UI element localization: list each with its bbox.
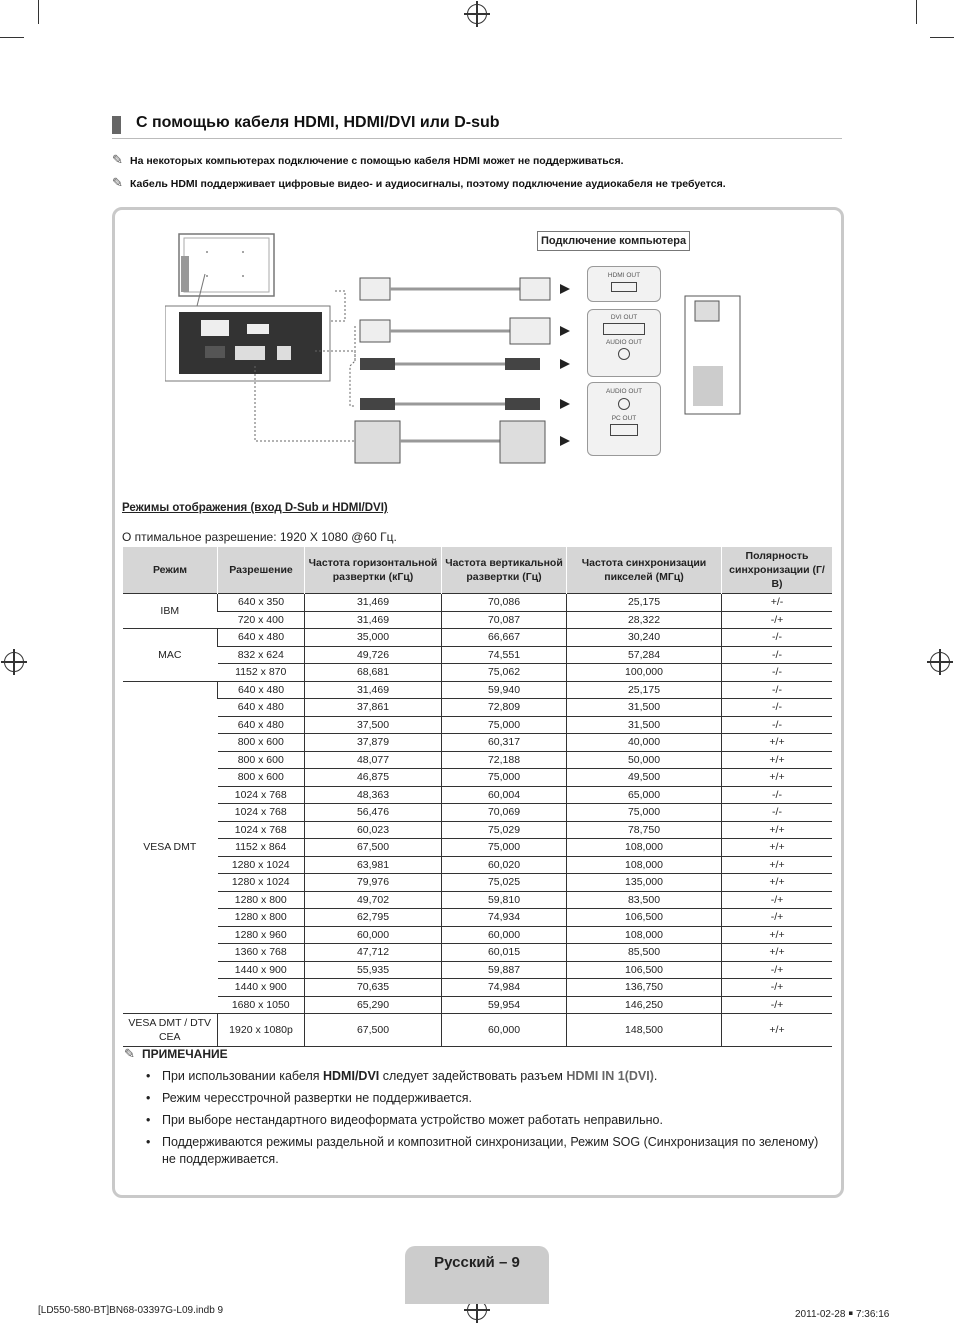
table-cell: 60,000	[305, 926, 442, 944]
table-cell: 31,469	[305, 611, 442, 629]
table-cell: 28,322	[567, 611, 722, 629]
table-cell: 56,476	[305, 804, 442, 822]
table-cell: 48,077	[305, 751, 442, 769]
table-cell: 55,935	[305, 961, 442, 979]
table-cell: 78,750	[567, 821, 722, 839]
table-cell: +/+	[722, 734, 833, 752]
table-cell: +/+	[722, 821, 833, 839]
table-cell: 31,469	[305, 594, 442, 612]
table-cell: 135,000	[567, 874, 722, 892]
table-cell: 1024 x 768	[218, 786, 305, 804]
table-cell: -/+	[722, 961, 833, 979]
connection-diagram	[165, 226, 765, 476]
table-row	[123, 979, 833, 997]
table-cell: 75,025	[442, 874, 567, 892]
page-label: Русский – 9	[434, 1254, 520, 1271]
table-cell: -/+	[722, 979, 833, 997]
registration-mark-icon	[4, 652, 24, 672]
table-cell: +/-	[722, 594, 833, 612]
table-cell: 37,500	[305, 716, 442, 734]
table-cell: 31,469	[305, 681, 442, 699]
table-cell: +/+	[722, 856, 833, 874]
table-cell: 25,175	[567, 594, 722, 612]
table-cell: 1152 x 864	[218, 839, 305, 857]
dsub-cable-icon	[355, 421, 545, 463]
list-item: • При выборе нестандартного видеоформата устройство может работать неправильно.	[146, 1112, 832, 1129]
table-cell: -/+	[722, 909, 833, 927]
table-cell: 83,500	[567, 891, 722, 909]
table-row	[123, 699, 833, 717]
table-cell: 60,000	[442, 926, 567, 944]
section-title: С помощью кабеля HDMI, HDMI/DVI или D-sub	[136, 114, 500, 131]
header-pixel-clock: Частота синхронизации пикселей (МГц)	[567, 547, 722, 594]
table-cell: -/-	[722, 664, 833, 682]
table-cell: 75,000	[442, 716, 567, 734]
remark-highlight: HDMI IN 1(DVI)	[566, 1069, 654, 1083]
remark-text: .	[653, 1069, 658, 1083]
table-row	[123, 856, 833, 874]
table-cell: 1024 x 768	[218, 804, 305, 822]
remark-text: При использовании кабеля	[162, 1069, 323, 1083]
table-cell: 640 x 480	[218, 716, 305, 734]
table-row	[123, 926, 833, 944]
crop-mark	[38, 0, 39, 24]
table-cell: 640 x 480	[218, 699, 305, 717]
mode-cell: VESA DMT / DTV CEA	[123, 1014, 218, 1047]
header-mode: Режим	[123, 547, 218, 594]
dvi-out-label: DVI OUT	[610, 314, 638, 321]
table-cell: 75,062	[442, 664, 567, 682]
table-cell: 65,290	[305, 996, 442, 1014]
list-item	[146, 1068, 832, 1085]
section-title-bar	[112, 114, 842, 139]
tv-port-panel-icon	[165, 306, 330, 381]
table-row	[123, 786, 833, 804]
table-cell: 146,250	[567, 996, 722, 1014]
note-text: Кабель HDMI поддерживает цифровые видео- и аудиосигналы, поэтому подключение аудиокабеля не требуется.	[130, 178, 726, 190]
table-cell: 1280 x 800	[218, 909, 305, 927]
display-modes-table	[122, 547, 832, 1047]
table-row	[123, 646, 833, 664]
table-cell: +/+	[722, 944, 833, 962]
table-cell: +/+	[722, 1014, 833, 1047]
registration-mark-icon	[930, 652, 950, 672]
table-cell: 59,940	[442, 681, 567, 699]
table-cell: 136,750	[567, 979, 722, 997]
pc-out-label: PC OUT	[611, 415, 637, 422]
table-cell: -/-	[722, 804, 833, 822]
table-cell: 75,000	[567, 804, 722, 822]
vga-port-icon	[610, 424, 638, 436]
arrow-icons	[560, 284, 570, 446]
hdmi-cable-icon	[360, 278, 550, 300]
table-cell: 63,981	[305, 856, 442, 874]
table-row	[123, 891, 833, 909]
table-cell: 720 x 400	[218, 611, 305, 629]
table-cell: 60,015	[442, 944, 567, 962]
table-cell: 640 x 480	[218, 681, 305, 699]
note-line	[112, 175, 726, 191]
table-cell: 46,875	[305, 769, 442, 787]
table-cell: 75,029	[442, 821, 567, 839]
remark-text: следует задействовать разъем	[379, 1069, 567, 1083]
table-cell: 70,635	[305, 979, 442, 997]
dvi-out-port	[587, 309, 661, 377]
crop-mark	[916, 0, 917, 24]
table-row	[123, 611, 833, 629]
table-row	[123, 1014, 833, 1047]
table-cell: 59,954	[442, 996, 567, 1014]
table-cell: 66,667	[442, 629, 567, 647]
table-row	[123, 751, 833, 769]
table-cell: 106,500	[567, 909, 722, 927]
table-row	[123, 996, 833, 1014]
hdmi-dvi-cable-icon	[360, 318, 550, 344]
table-cell: 70,086	[442, 594, 567, 612]
table-row	[123, 909, 833, 927]
table-cell: 68,681	[305, 664, 442, 682]
table-cell: -/-	[722, 629, 833, 647]
table-cell: -/-	[722, 646, 833, 664]
remark-title	[124, 1046, 228, 1062]
table-cell: 74,984	[442, 979, 567, 997]
table-cell: +/+	[722, 926, 833, 944]
header-resolution: Разрешение	[218, 547, 305, 594]
table-cell: 75,000	[442, 839, 567, 857]
remark-list	[146, 1068, 832, 1173]
pc-out-port	[587, 382, 661, 456]
table-row	[123, 804, 833, 822]
table-row	[123, 961, 833, 979]
table-cell: 49,726	[305, 646, 442, 664]
table-cell: -/+	[722, 996, 833, 1014]
title-marker	[112, 116, 121, 134]
remark-title-text: ПРИМЕЧАНИЕ	[142, 1047, 228, 1061]
hdmi-port-icon	[611, 282, 637, 292]
table-cell: -/+	[722, 611, 833, 629]
table-cell: 1280 x 1024	[218, 874, 305, 892]
table-cell: 59,887	[442, 961, 567, 979]
table-cell: 74,551	[442, 646, 567, 664]
table-header-row	[123, 547, 833, 594]
table-cell: 640 x 480	[218, 629, 305, 647]
table-cell: 31,500	[567, 716, 722, 734]
table-cell: 1680 x 1050	[218, 996, 305, 1014]
mode-cell: MAC	[123, 629, 218, 682]
table-cell: -/+	[722, 891, 833, 909]
mode-cell: IBM	[123, 594, 218, 629]
registration-mark-icon	[467, 4, 487, 24]
table-cell: 47,712	[305, 944, 442, 962]
note-text: На некоторых компьютерах подключение с помощью кабеля HDMI может не поддерживаться.	[130, 155, 624, 167]
table-cell: 30,240	[567, 629, 722, 647]
hdmi-out-port	[587, 266, 661, 302]
table-cell: 62,795	[305, 909, 442, 927]
list-item: • Режим чересстрочной развертки не поддерживается.	[146, 1090, 832, 1107]
table-cell: 49,500	[567, 769, 722, 787]
table-cell: -/-	[722, 681, 833, 699]
table-cell: -/-	[722, 716, 833, 734]
mode-cell: VESA DMT	[123, 681, 218, 1014]
footer-file: [LD550-580-BT]BN68-03397G-L09.indb 9	[38, 1305, 224, 1316]
table-cell: 100,000	[567, 664, 722, 682]
tv-back-icon	[179, 234, 274, 306]
table-row	[123, 681, 833, 699]
footer-date: 2011-02-28 ￭ 7:36:16	[795, 1309, 890, 1320]
table-cell: 67,500	[305, 839, 442, 857]
table-cell: 49,702	[305, 891, 442, 909]
table-cell: 37,861	[305, 699, 442, 717]
table-cell: 60,023	[305, 821, 442, 839]
pc-tower-icon	[685, 296, 740, 414]
table-row	[123, 594, 833, 612]
note-pencil-icon: ✎	[112, 175, 123, 190]
table-cell: 106,500	[567, 961, 722, 979]
header-polarity: Полярность синхронизации (Г/В)	[722, 547, 833, 594]
table-cell: 67,500	[305, 1014, 442, 1047]
dvi-port-icon	[603, 323, 645, 335]
table-cell: 48,363	[305, 786, 442, 804]
audio-out-label: AUDIO OUT	[605, 339, 643, 346]
table-cell: 57,284	[567, 646, 722, 664]
table-cell: 31,500	[567, 699, 722, 717]
note-pencil-icon: ✎	[112, 152, 123, 167]
table-cell: 1440 x 900	[218, 961, 305, 979]
table-cell: 79,976	[305, 874, 442, 892]
audio-port-icon	[618, 398, 630, 410]
table-cell: 1280 x 960	[218, 926, 305, 944]
table-cell: 35,000	[305, 629, 442, 647]
table-cell: 65,000	[567, 786, 722, 804]
audio-cable-icon	[360, 398, 540, 410]
table-cell: 1280 x 1024	[218, 856, 305, 874]
table-cell: 60,000	[442, 1014, 567, 1047]
header-vfreq: Частота вертикальной развертки (Гц)	[442, 547, 567, 594]
table-cell: 50,000	[567, 751, 722, 769]
table-cell: 148,500	[567, 1014, 722, 1047]
audio-cable-icon	[360, 358, 540, 370]
note-line	[112, 152, 624, 168]
table-row	[123, 821, 833, 839]
table-cell: 800 x 600	[218, 751, 305, 769]
table-cell: 72,188	[442, 751, 567, 769]
table-cell: 60,004	[442, 786, 567, 804]
table-cell: 1152 x 870	[218, 664, 305, 682]
table-cell: 1360 x 768	[218, 944, 305, 962]
table-row	[123, 874, 833, 892]
table-cell: 108,000	[567, 856, 722, 874]
table-cell: 74,934	[442, 909, 567, 927]
table-cell: +/+	[722, 769, 833, 787]
pc-connection-label: Подключение компьютера	[537, 231, 690, 251]
audio-out-label: AUDIO OUT	[605, 388, 643, 395]
table-cell: -/-	[722, 699, 833, 717]
table-cell: +/+	[722, 751, 833, 769]
modes-heading: Режимы отображения (вход D-Sub и HDMI/DVI)	[122, 502, 388, 514]
list-item: • Поддерживаются режимы раздельной и композитной синхронизации, Режим SOG (Синхронизация по зеленому) не поддерживается.	[146, 1134, 832, 1168]
table-row	[123, 839, 833, 857]
table-cell: +/+	[722, 839, 833, 857]
table-cell: 1280 x 800	[218, 891, 305, 909]
table-cell: 75,000	[442, 769, 567, 787]
table-row	[123, 769, 833, 787]
table-cell: 60,020	[442, 856, 567, 874]
remark-bold: HDMI/DVI	[323, 1069, 380, 1083]
table-row	[123, 664, 833, 682]
table-cell: 70,069	[442, 804, 567, 822]
table-cell: 25,175	[567, 681, 722, 699]
table-cell: 800 x 600	[218, 734, 305, 752]
table-cell: 1024 x 768	[218, 821, 305, 839]
crop-mark	[0, 37, 24, 38]
table-cell: 108,000	[567, 839, 722, 857]
table-row	[123, 629, 833, 647]
table-cell: 1920 x 1080p	[218, 1014, 305, 1047]
table-cell: -/-	[722, 786, 833, 804]
table-cell: 59,810	[442, 891, 567, 909]
table-cell: 60,317	[442, 734, 567, 752]
table-row	[123, 734, 833, 752]
table-cell: 800 x 600	[218, 769, 305, 787]
hdmi-out-label: HDMI OUT	[607, 272, 641, 279]
note-pencil-icon: ✎	[124, 1046, 135, 1061]
optimal-resolution: О птимальное разрешение: 1920 X 1080 @60 Гц.	[122, 530, 397, 544]
audio-port-icon	[618, 348, 630, 360]
table-cell: 832 x 624	[218, 646, 305, 664]
crop-mark	[930, 37, 954, 38]
table-row	[123, 944, 833, 962]
table-cell: 70,087	[442, 611, 567, 629]
header-hfreq: Частота горизонтальной развертки (кГц)	[305, 547, 442, 594]
page-number-tab	[405, 1246, 549, 1304]
table-cell: 1440 x 900	[218, 979, 305, 997]
table-cell: 37,879	[305, 734, 442, 752]
table-cell: 40,000	[567, 734, 722, 752]
table-cell: 85,500	[567, 944, 722, 962]
table-row	[123, 716, 833, 734]
table-cell: 640 x 350	[218, 594, 305, 612]
table-cell: 108,000	[567, 926, 722, 944]
table-cell: +/+	[722, 874, 833, 892]
table-cell: 72,809	[442, 699, 567, 717]
